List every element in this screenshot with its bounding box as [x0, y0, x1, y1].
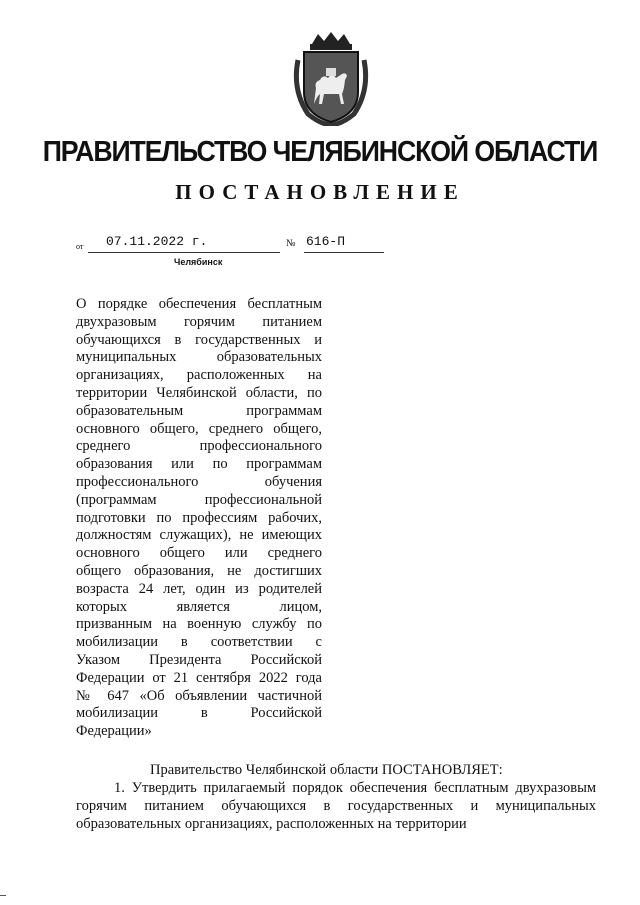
subject-line: общего образования, не достигших	[76, 562, 322, 579]
subject-line: мобилизации в Российской	[76, 705, 322, 722]
decree-subject	[76, 296, 322, 741]
subject-line: основного общего или среднего	[76, 545, 322, 562]
subject-line: Федерации»	[76, 723, 152, 740]
subject-line: (программам профессиональной	[76, 491, 322, 508]
government-title: ПРАВИТЕЛЬСТВО ЧЕЛЯБИНСКОЙ ОБЛАСТИ	[42, 136, 598, 168]
number-sign: №	[286, 238, 296, 249]
document-type-title: ПОСТАНОВЛЕНИЕ	[175, 180, 465, 204]
subject-line: № 647 «Об объявлении частичной	[76, 687, 322, 704]
resolution-lead: Правительство Челябинской области ПОСТАНОВЛЯЕТ:	[150, 762, 503, 778]
decree-date: 07.11.2022 г.	[106, 234, 208, 249]
date-prefix: от	[76, 242, 84, 251]
subject-line: возраста 24 лет, один из родителей	[76, 580, 322, 597]
subject-line: мобилизации в соответствии с	[76, 634, 322, 651]
subject-line: призванным на военную службу по	[76, 616, 322, 633]
subject-line: организациях, расположенных на	[76, 367, 322, 384]
subject-line: О порядке обеспечения бесплатным	[76, 296, 322, 312]
subject-line: профессионального обучения	[76, 473, 322, 490]
subject-line: Федерации от 21 сентября 2022 года	[76, 669, 322, 686]
number-underline	[304, 252, 384, 253]
subject-line: муниципальных образовательных	[76, 349, 322, 366]
city-name: Челябинск	[174, 257, 223, 267]
subject-line: должностям служащих), не имеющих	[76, 527, 322, 544]
decree-number: 616-П	[306, 234, 346, 249]
subject-line: двухразовым горячим питанием	[76, 313, 322, 330]
subject-line: основного общего, среднего общего,	[76, 420, 322, 437]
subject-line: среднего профессионального	[76, 438, 322, 455]
subject-line: обучающихся в государственных и	[76, 331, 322, 348]
subject-line: подготовки по профессиям рабочих,	[76, 509, 322, 526]
subject-line: образования или по программам	[76, 456, 322, 473]
coat-of-arms-emblem	[290, 30, 372, 126]
margin-mark	[0, 895, 6, 896]
subject-line: образовательным программам	[76, 402, 322, 419]
resolution-item-1: 1. Утвердить прилагаемый порядок обеспечения бесплатным двухразовым горячим питанием обучающихся в государственных и муниципальных образовательных организациях, расположенных на территории	[76, 780, 596, 832]
date-underline	[88, 252, 280, 253]
subject-line: которых является лицом,	[76, 598, 322, 615]
subject-line: Указом Президента Российской	[76, 651, 322, 668]
subject-line: территории Челябинской области, по	[76, 384, 322, 401]
